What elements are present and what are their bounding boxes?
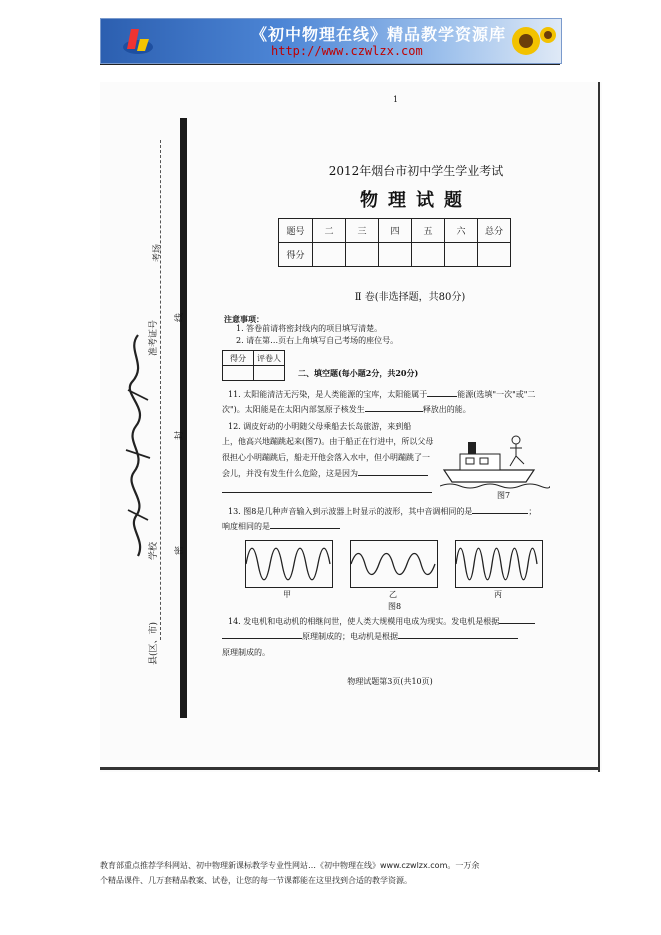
score-cell bbox=[346, 243, 379, 267]
score-table bbox=[278, 218, 511, 267]
waveform-c bbox=[455, 540, 543, 588]
score-cell bbox=[478, 243, 511, 267]
site-banner bbox=[100, 18, 562, 64]
answer-blank[interactable] bbox=[358, 475, 428, 476]
note-item: 2. 请在第…页右上角填写自己考场的座位号。 bbox=[236, 336, 399, 345]
score-cell bbox=[379, 243, 412, 267]
question-13-cont: 响度相同的是 bbox=[222, 520, 340, 534]
question-11: 11. 太阳能清洁无污染，是人类能源的宝库，太阳能属于 能源(选填"一次"或"二 bbox=[228, 390, 536, 399]
answer-blank[interactable] bbox=[222, 492, 432, 493]
waveform-label: 丙 bbox=[494, 590, 502, 599]
handwritten-signature bbox=[118, 330, 158, 560]
score-row-label: 得分 bbox=[279, 243, 313, 267]
question-14-cont: 原理制成的；电动机是根据 bbox=[222, 630, 518, 644]
subject-title: 物理试题 bbox=[360, 190, 472, 211]
logo-icon bbox=[121, 25, 155, 57]
page-footer: 物理试题第3页(共10页) bbox=[347, 677, 433, 686]
banner-title: 《初中物理在线》精品教学资源库 bbox=[251, 25, 507, 44]
answer-blank[interactable] bbox=[499, 623, 535, 624]
question-12-line: 上，他高兴地蹦跳起来(图7)。由于船正在行进中，所以父母 bbox=[222, 437, 434, 446]
question-12: 12. 调皮好动的小明随父母乘船去长岛旅游，来到船 bbox=[228, 422, 412, 431]
waveform-label: 甲 bbox=[283, 590, 291, 599]
figure-8-caption: 图8 bbox=[388, 602, 402, 611]
figure-7 bbox=[440, 430, 550, 490]
seal-line bbox=[160, 140, 162, 640]
score-cell bbox=[313, 243, 346, 267]
note-item: 1. 答卷前请将密封线内的项目填写清楚。 bbox=[236, 324, 383, 333]
question-11-cont: 次")。太阳能是在太阳内部氢原子核发生 释放出的能。 bbox=[222, 405, 471, 414]
grade-table bbox=[222, 350, 285, 381]
side-label-county: 县(区、市) bbox=[149, 621, 159, 665]
side-label-secret: 密 bbox=[175, 545, 185, 555]
grade-header: 得分 bbox=[223, 351, 254, 366]
page-border bbox=[100, 767, 600, 770]
side-label-seal: 封 bbox=[175, 430, 185, 440]
grade-cell bbox=[254, 366, 285, 381]
part2-title: Ⅱ 卷(非选择题，共80分) bbox=[354, 292, 466, 303]
side-label-school: 学校 bbox=[149, 541, 159, 560]
banner-rule bbox=[100, 64, 560, 65]
side-label-admission-number: 准考证号 bbox=[149, 319, 159, 356]
section-title: 二、填空题(每小题2分，共20分) bbox=[298, 368, 419, 378]
answer-blank[interactable] bbox=[398, 638, 518, 639]
score-header: 二 bbox=[313, 219, 346, 243]
question-12-line: 会儿，并没有发生什么危险，这是因为 bbox=[222, 467, 428, 481]
promo-line: 个精品课件、几万套精品教案、试卷，让您的每一节课都能在这里找到合适的教学资源。 bbox=[100, 876, 412, 885]
side-label-line: 线 bbox=[175, 312, 185, 322]
question-14: 14. 发电机和电动机的相继问世，使人类大规模用电成为现实。发电机是根据 bbox=[228, 615, 535, 629]
score-header: 三 bbox=[346, 219, 379, 243]
page-border bbox=[598, 82, 600, 772]
notes-title: 注意事项： bbox=[224, 314, 264, 324]
score-header: 六 bbox=[445, 219, 478, 243]
score-header: 五 bbox=[412, 219, 445, 243]
side-label-exam-room: 考场 bbox=[153, 243, 163, 262]
grade-cell bbox=[223, 366, 254, 381]
question-14-end: 原理制成的。 bbox=[222, 648, 270, 657]
waveform-a bbox=[245, 540, 333, 588]
answer-blank[interactable] bbox=[270, 528, 340, 529]
binding-bar bbox=[180, 118, 187, 718]
promo-line: 教育部重点推荐学科网站、初中物理新课标教学专业性网站…《初中物理在线》www.czwlzx.com。一万余 bbox=[100, 861, 480, 870]
score-cell bbox=[445, 243, 478, 267]
sunflower-icon bbox=[506, 23, 556, 59]
banner-url[interactable]: http://www.czwlzx.com bbox=[271, 44, 423, 58]
score-header: 四 bbox=[379, 219, 412, 243]
question-12-line: 很担心小明蹦跳后，船走开他会落入水中，但小明蹦跳了一 bbox=[222, 453, 430, 462]
waveform-b bbox=[350, 540, 438, 588]
score-header: 题号 bbox=[279, 219, 313, 243]
exam-title: 2012年烟台市初中学生学业考试 bbox=[328, 164, 504, 178]
answer-blank[interactable] bbox=[222, 638, 302, 639]
top-mark: 1 bbox=[393, 95, 399, 104]
score-cell bbox=[412, 243, 445, 267]
grade-header: 评卷人 bbox=[254, 351, 285, 366]
answer-blank[interactable] bbox=[365, 411, 423, 412]
figure-7-caption: 图7 bbox=[497, 491, 511, 500]
answer-blank[interactable] bbox=[427, 396, 457, 397]
question-13: 13. 图8是几种声音输入到示波器上时显示的波形，其中音调相同的是 ； bbox=[228, 507, 537, 516]
waveform-label: 乙 bbox=[389, 590, 397, 599]
answer-blank[interactable] bbox=[472, 513, 528, 514]
score-header: 总分 bbox=[478, 219, 511, 243]
site-promo-text bbox=[100, 858, 570, 888]
